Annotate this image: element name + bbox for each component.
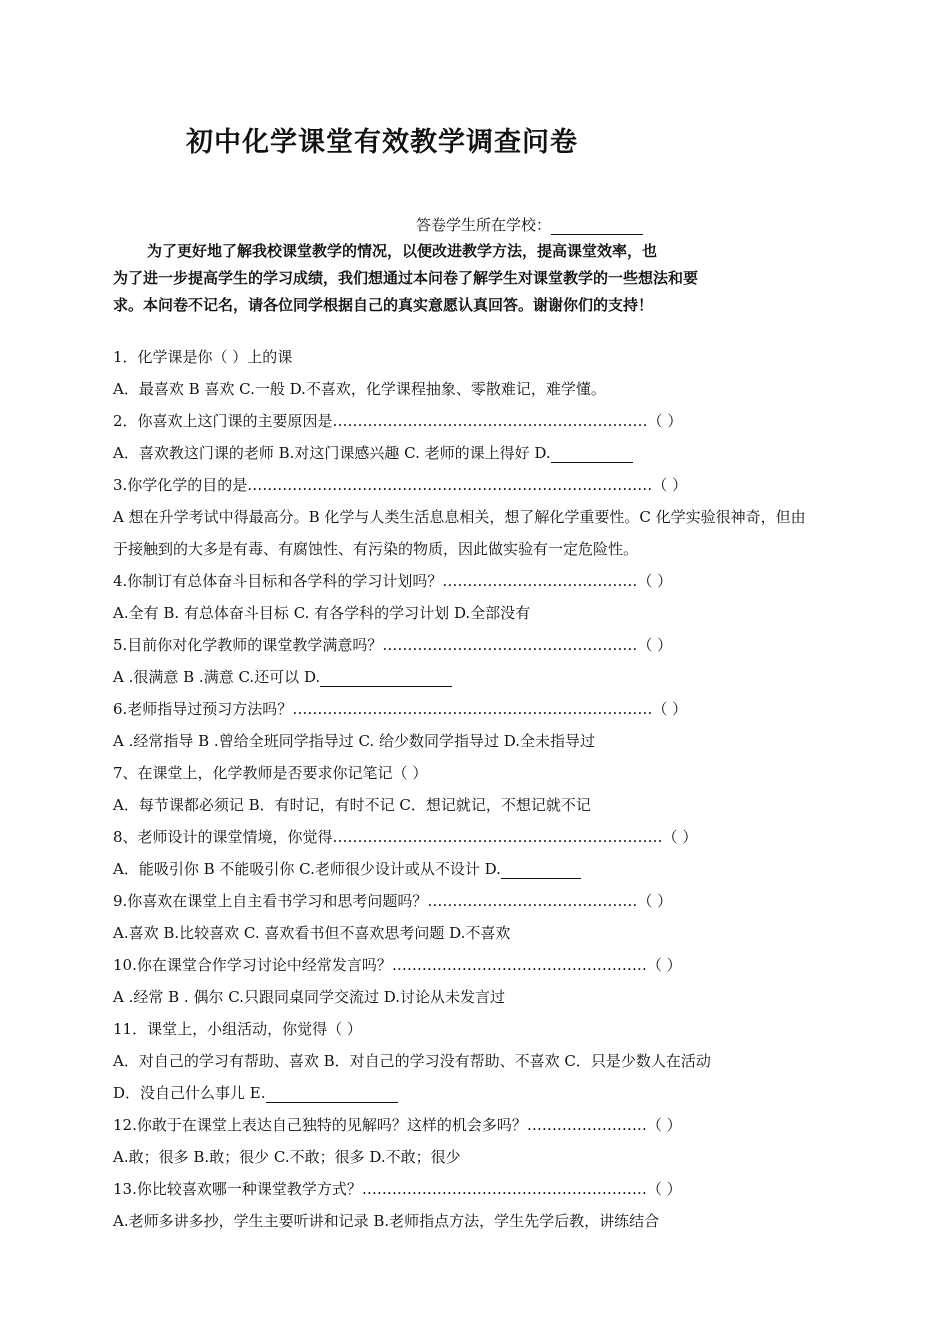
q2-options: A．喜欢教这门课的老师 B.对这门课感兴趣 C. 老师的课上得好 D. [113, 442, 633, 463]
q13-options: A.老师多讲多抄，学生主要听讲和记录 B.老师指点方法，学生先学后教，讲练结合 [113, 1212, 660, 1230]
q5: 5.目前你对化学教师的课堂教学满意吗？……………………………………………（ ） [113, 636, 673, 654]
q11-blank[interactable] [266, 1086, 398, 1103]
q12-options: A.敢；很多 B.敢；很少 C.不敢；很多 D.不敢；很少 [113, 1148, 461, 1166]
q11: 11．课堂上，小组活动，你觉得（ ） [113, 1020, 362, 1038]
intro-line-2: 为了进一步提高学生的学习成绩，我们想通过本问卷了解学生对课堂教学的一些想法和要 [113, 269, 699, 287]
intro-line-1: 为了更好地了解我校课堂教学的情况，以便改进教学方法，提高课堂效率，也 [147, 242, 658, 260]
q1: 1．化学课是你（ ）上的课 [113, 348, 293, 366]
q5-options: A .很满意 B .满意 C.还可以 D. [113, 666, 452, 687]
q7-options: A．每节课都必须记 B．有时记，有时不记 C．想记就记，不想记就不记 [113, 796, 591, 814]
q1-options: A．最喜欢 B 喜欢 C.一般 D.不喜欢，化学课程抽象、零散难记，难学懂。 [113, 380, 606, 398]
intro-line-3: 求。本问卷不记名，请各位同学根据自己的真实意愿认真回答。谢谢你们的支持！ [113, 296, 654, 314]
q2: 2．你喜欢上这门课的主要原因是………………………………………………………（ ） [113, 412, 683, 430]
q3-options-2: 于接触到的大多是有毒、有腐蚀性、有污染的物质，因此做实验有一定危险性。 [113, 540, 639, 558]
q6-options: A .经常指导 B .曾给全班同学指导过 C. 给少数同学指导过 D.全未指导过 [113, 732, 595, 750]
q5-blank[interactable] [320, 670, 452, 687]
q8-options: A．能吸引你 B 不能吸引你 C.老师很少设计或从不设计 D. [113, 858, 581, 879]
q9-options: A.喜欢 B.比较喜欢 C. 喜欢看书但不喜欢思考问题 D.不喜欢 [113, 924, 511, 942]
q9: 9.你喜欢在课堂上自主看书学习和思考问题吗？……………………………………（ ） [113, 892, 673, 910]
q6: 6.老师指导过预习方法吗？………………………………………………………………（ ） [113, 700, 688, 718]
q4-options: A.全有 B. 有总体奋斗目标 C. 有各学科的学习计划 D.全部没有 [113, 604, 531, 622]
q10: 10.你在课堂合作学习讨论中经常发言吗？……………………………………………（ ） [113, 956, 682, 974]
school-blank[interactable] [551, 218, 643, 235]
q12: 12.你敢于在课堂上表达自己独特的见解吗？这样的机会多吗？……………………（ ） [113, 1116, 682, 1134]
q2-blank[interactable] [551, 446, 633, 463]
school-field [416, 214, 643, 235]
q8-blank[interactable] [501, 862, 581, 879]
q4: 4.你制订有总体奋斗目标和各学科的学习计划吗？…………………………………（ ） [113, 572, 673, 590]
q3-options-1: A 想在升学考试中得最高分。B 化学与人类生活息息相关，想了解化学重要性。C 化学实验很神奇，但由 [113, 508, 806, 526]
page-title: 初中化学课堂有效教学调查问卷 [186, 127, 578, 158]
school-label: 答卷学生所在学校： [416, 216, 552, 234]
q7: 7、在课堂上，化学教师是否要求你记笔记（ ） [113, 764, 428, 782]
q13: 13.你比较喜欢哪一种课堂教学方式？…………………………………………………（ ） [113, 1180, 682, 1198]
q10-options: A .经常 B . 偶尔 C.只跟同桌同学交流过 D.讨论从未发言过 [113, 988, 505, 1006]
q3: 3.你学化学的目的是………………………………………………………………………（ ） [113, 476, 688, 494]
q11-options-1: A．对自己的学习有帮助、喜欢 B．对自己的学习没有帮助、不喜欢 C．只是少数人在活动 [113, 1052, 711, 1070]
q11-options-2: D．没自己什么事儿 E. [113, 1082, 398, 1103]
q8: 8、老师设计的课堂情境，你觉得…………………………………………………………（ ） [113, 828, 698, 846]
